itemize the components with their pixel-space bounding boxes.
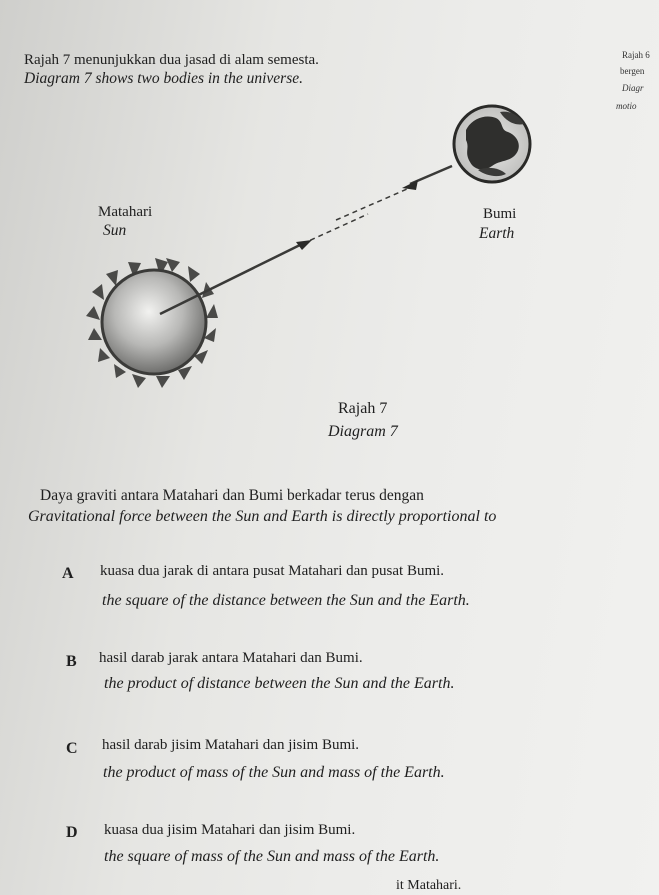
edge-text-2: bergen [620, 66, 645, 76]
option-text-malay: kuasa dua jisim Matahari dan jisim Bumi. [104, 822, 356, 838]
option-text-malay: kuasa dua jarak di antara pusat Matahari dan pusat Bumi. [100, 563, 445, 579]
option-text-malay: hasil darab jarak antara Matahari dan Bumi. [99, 650, 363, 666]
arrow-head-toward-sun [402, 180, 418, 190]
earth-icon [454, 106, 530, 182]
option-letter: D [66, 824, 78, 841]
intro-malay: Rajah 7 menunjukkan dua jasad di alam semesta. [24, 52, 319, 68]
question-stem-english: Gravitational force between the Sun and Earth is directly proportional to [28, 508, 497, 525]
option-text-english: the product of mass of the Sun and mass of the Earth. [103, 764, 445, 781]
arrow-head-toward-earth [296, 240, 312, 250]
sun-label-english: Sun [103, 222, 127, 239]
footer-cutoff-text: it Matahari. [396, 878, 462, 893]
option-text-english: the square of the distance between the Sun and the Earth. [102, 592, 470, 609]
sun-label-malay: Matahari [98, 204, 153, 220]
option-text-english: the square of mass of the Sun and mass of the Earth. [104, 848, 440, 865]
earth-label-english: Earth [479, 225, 515, 242]
sun-icon [102, 270, 206, 374]
diagram-caption-malay: Rajah 7 [338, 400, 388, 417]
intro-english: Diagram 7 shows two bodies in the universe. [24, 70, 303, 87]
option-text-english: the product of distance between the Sun and the Earth. [104, 675, 455, 692]
earth-label-malay: Bumi [483, 206, 517, 222]
question-stem-malay: Daya graviti antara Matahari dan Bumi berkadar terus dengan [40, 487, 424, 504]
edge-text-4: motio [616, 101, 637, 111]
option-letter: B [66, 653, 77, 670]
option-letter: C [66, 740, 78, 757]
option-letter: A [62, 565, 74, 582]
option-text-malay: hasil darab jisim Matahari dan jisim Bumi. [102, 737, 360, 753]
edge-text-1: Rajah 6 [622, 50, 650, 60]
edge-text-3: Diagr [622, 83, 644, 93]
diagram-caption-english: Diagram 7 [328, 423, 398, 440]
